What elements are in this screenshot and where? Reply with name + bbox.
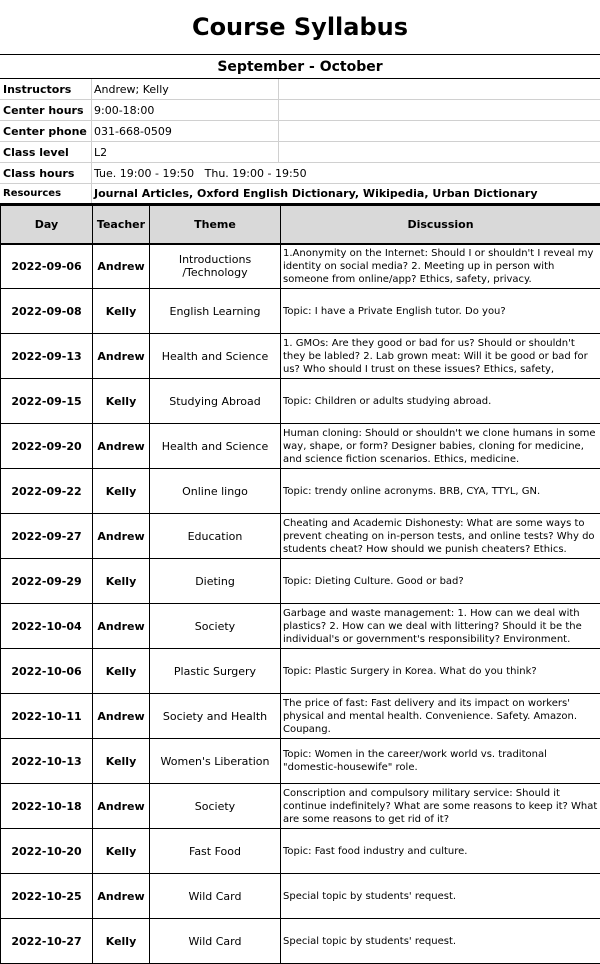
table-row [1, 739, 600, 784]
info-row-resources [0, 184, 600, 205]
center-hours-label: Center hours [0, 100, 92, 120]
cell-teacher: Andrew [93, 604, 150, 649]
header-theme: Theme [150, 206, 281, 244]
table-row [1, 694, 600, 739]
cell-discussion: Special topic by students' request. [281, 874, 600, 919]
table-row [1, 559, 600, 604]
table-row [1, 379, 600, 424]
cell-teacher: Kelly [93, 289, 150, 334]
info-row-class-hours [0, 163, 600, 184]
cell-teacher: Kelly [93, 559, 150, 604]
cell-teacher: Andrew [93, 694, 150, 739]
cell-day: 2022-09-29 [1, 559, 93, 604]
cell-theme: Education [150, 514, 281, 559]
cell-teacher: Kelly [93, 469, 150, 514]
cell-discussion: Topic: I have a Private English tutor. Do you? [281, 289, 600, 334]
cell-discussion: Topic: Children or adults studying abroad. [281, 379, 600, 424]
cell-discussion: Topic: Women in the career/work world vs. traditonal "domestic-housewife" role. [281, 739, 600, 784]
cell-day: 2022-09-22 [1, 469, 93, 514]
resources-label: Resources [0, 184, 92, 203]
cell-day: 2022-10-27 [1, 919, 93, 964]
header-day: Day [1, 206, 93, 244]
cell-day: 2022-09-13 [1, 334, 93, 379]
instructors-label: Instructors [0, 79, 92, 99]
cell-discussion: 1.Anonymity on the Internet: Should I or shouldn't I reveal my identity on social media? 2. Meeting up in person with someone from online/app? Ethics, safety, privacy. [281, 244, 600, 289]
center-phone-value: 031-668-0509 [92, 121, 279, 141]
table-row [1, 919, 600, 964]
table-row [1, 874, 600, 919]
cell-theme: Wild Card [150, 874, 281, 919]
period-heading: September - October [0, 55, 600, 79]
cell-teacher: Kelly [93, 739, 150, 784]
cell-teacher: Andrew [93, 334, 150, 379]
cell-teacher: Andrew [93, 874, 150, 919]
table-row [1, 649, 600, 694]
class-hours-value: Tue. 19:00 - 19:50 Thu. 19:00 - 19:50 [92, 163, 307, 183]
schedule-table [0, 205, 600, 964]
header-teacher: Teacher [93, 206, 150, 244]
cell-day: 2022-10-25 [1, 874, 93, 919]
cell-teacher: Kelly [93, 919, 150, 964]
table-header-row [1, 206, 600, 244]
cell-day: 2022-09-08 [1, 289, 93, 334]
cell-discussion: Conscription and compulsory military service: Should it continue indefinitely? What are some reasons to keep it? What are some reasons to get rid of it? [281, 784, 600, 829]
cell-teacher: Kelly [93, 649, 150, 694]
cell-discussion: Cheating and Academic Dishonesty: What are some ways to prevent cheating on in-person tests, and online tests? Why do students cheat? How should we punish cheaters? Ethics. [281, 514, 600, 559]
cell-day: 2022-09-20 [1, 424, 93, 469]
table-row [1, 514, 600, 559]
cell-discussion: Topic: Dieting Culture. Good or bad? [281, 559, 600, 604]
table-row [1, 469, 600, 514]
cell-theme: English Learning [150, 289, 281, 334]
cell-day: 2022-10-11 [1, 694, 93, 739]
info-row-class-level [0, 142, 600, 163]
cell-day: 2022-10-18 [1, 784, 93, 829]
cell-theme: Health and Science [150, 334, 281, 379]
class-hours-label: Class hours [0, 163, 92, 183]
cell-theme: Dieting [150, 559, 281, 604]
cell-day: 2022-10-13 [1, 739, 93, 784]
table-row [1, 829, 600, 874]
cell-teacher: Andrew [93, 514, 150, 559]
cell-discussion: Garbage and waste management: 1. How can we deal with plastics? 2. How can we deal with littering? Should it be the individual's or government's responsibility? Environment. [281, 604, 600, 649]
table-row [1, 334, 600, 379]
cell-theme: Plastic Surgery [150, 649, 281, 694]
cell-theme: Fast Food [150, 829, 281, 874]
cell-theme: Wild Card [150, 919, 281, 964]
class-level-value: L2 [92, 142, 279, 162]
cell-theme: Online lingo [150, 469, 281, 514]
cell-theme: Health and Science [150, 424, 281, 469]
cell-discussion: Topic: Plastic Surgery in Korea. What do you think? [281, 649, 600, 694]
table-row [1, 784, 600, 829]
cell-teacher: Kelly [93, 829, 150, 874]
cell-teacher: Andrew [93, 784, 150, 829]
info-row-center-phone [0, 121, 600, 142]
cell-teacher: Andrew [93, 424, 150, 469]
class-level-label: Class level [0, 142, 92, 162]
center-phone-label: Center phone [0, 121, 92, 141]
cell-theme: Society [150, 784, 281, 829]
cell-day: 2022-10-06 [1, 649, 93, 694]
cell-theme: Women's Liberation [150, 739, 281, 784]
cell-day: 2022-10-04 [1, 604, 93, 649]
cell-day: 2022-09-27 [1, 514, 93, 559]
instructors-value: Andrew; Kelly [92, 79, 279, 99]
table-row [1, 424, 600, 469]
cell-discussion: Topic: trendy online acronyms. BRB, CYA, TTYL, GN. [281, 469, 600, 514]
table-row [1, 289, 600, 334]
info-row-center-hours [0, 100, 600, 121]
page-title: Course Syllabus [0, 0, 600, 55]
cell-theme: Studying Abroad [150, 379, 281, 424]
cell-discussion: 1. GMOs: Are they good or bad for us? Should or shouldn't they be labled? 2. Lab grown meat: Will it be good or bad for us? Who should I trust on these issues? Ethics, safety, [281, 334, 600, 379]
center-hours-value: 9:00-18:00 [92, 100, 279, 120]
table-row [1, 244, 600, 289]
cell-theme: Society [150, 604, 281, 649]
cell-day: 2022-10-20 [1, 829, 93, 874]
cell-theme: Introductions /Technology [150, 244, 281, 289]
resources-value: Journal Articles, Oxford English Dictionary, Wikipedia, Urban Dictionary [92, 184, 538, 203]
cell-teacher: Kelly [93, 379, 150, 424]
cell-day: 2022-09-06 [1, 244, 93, 289]
cell-discussion: Topic: Fast food industry and culture. [281, 829, 600, 874]
cell-day: 2022-09-15 [1, 379, 93, 424]
cell-theme: Society and Health [150, 694, 281, 739]
header-discussion: Discussion [281, 206, 600, 244]
info-row-instructors [0, 79, 600, 100]
cell-teacher: Andrew [93, 244, 150, 289]
cell-discussion: Human cloning: Should or shouldn't we clone humans in some way, shape, or form? Designer babies, cloning for medicine, and science fiction scenarios. Ethics, medicine. [281, 424, 600, 469]
cell-discussion: Special topic by students' request. [281, 919, 600, 964]
cell-discussion: The price of fast: Fast delivery and its impact on workers' physical and mental health. Convenience. Safety. Amazon. Coupang. [281, 694, 600, 739]
table-row [1, 604, 600, 649]
